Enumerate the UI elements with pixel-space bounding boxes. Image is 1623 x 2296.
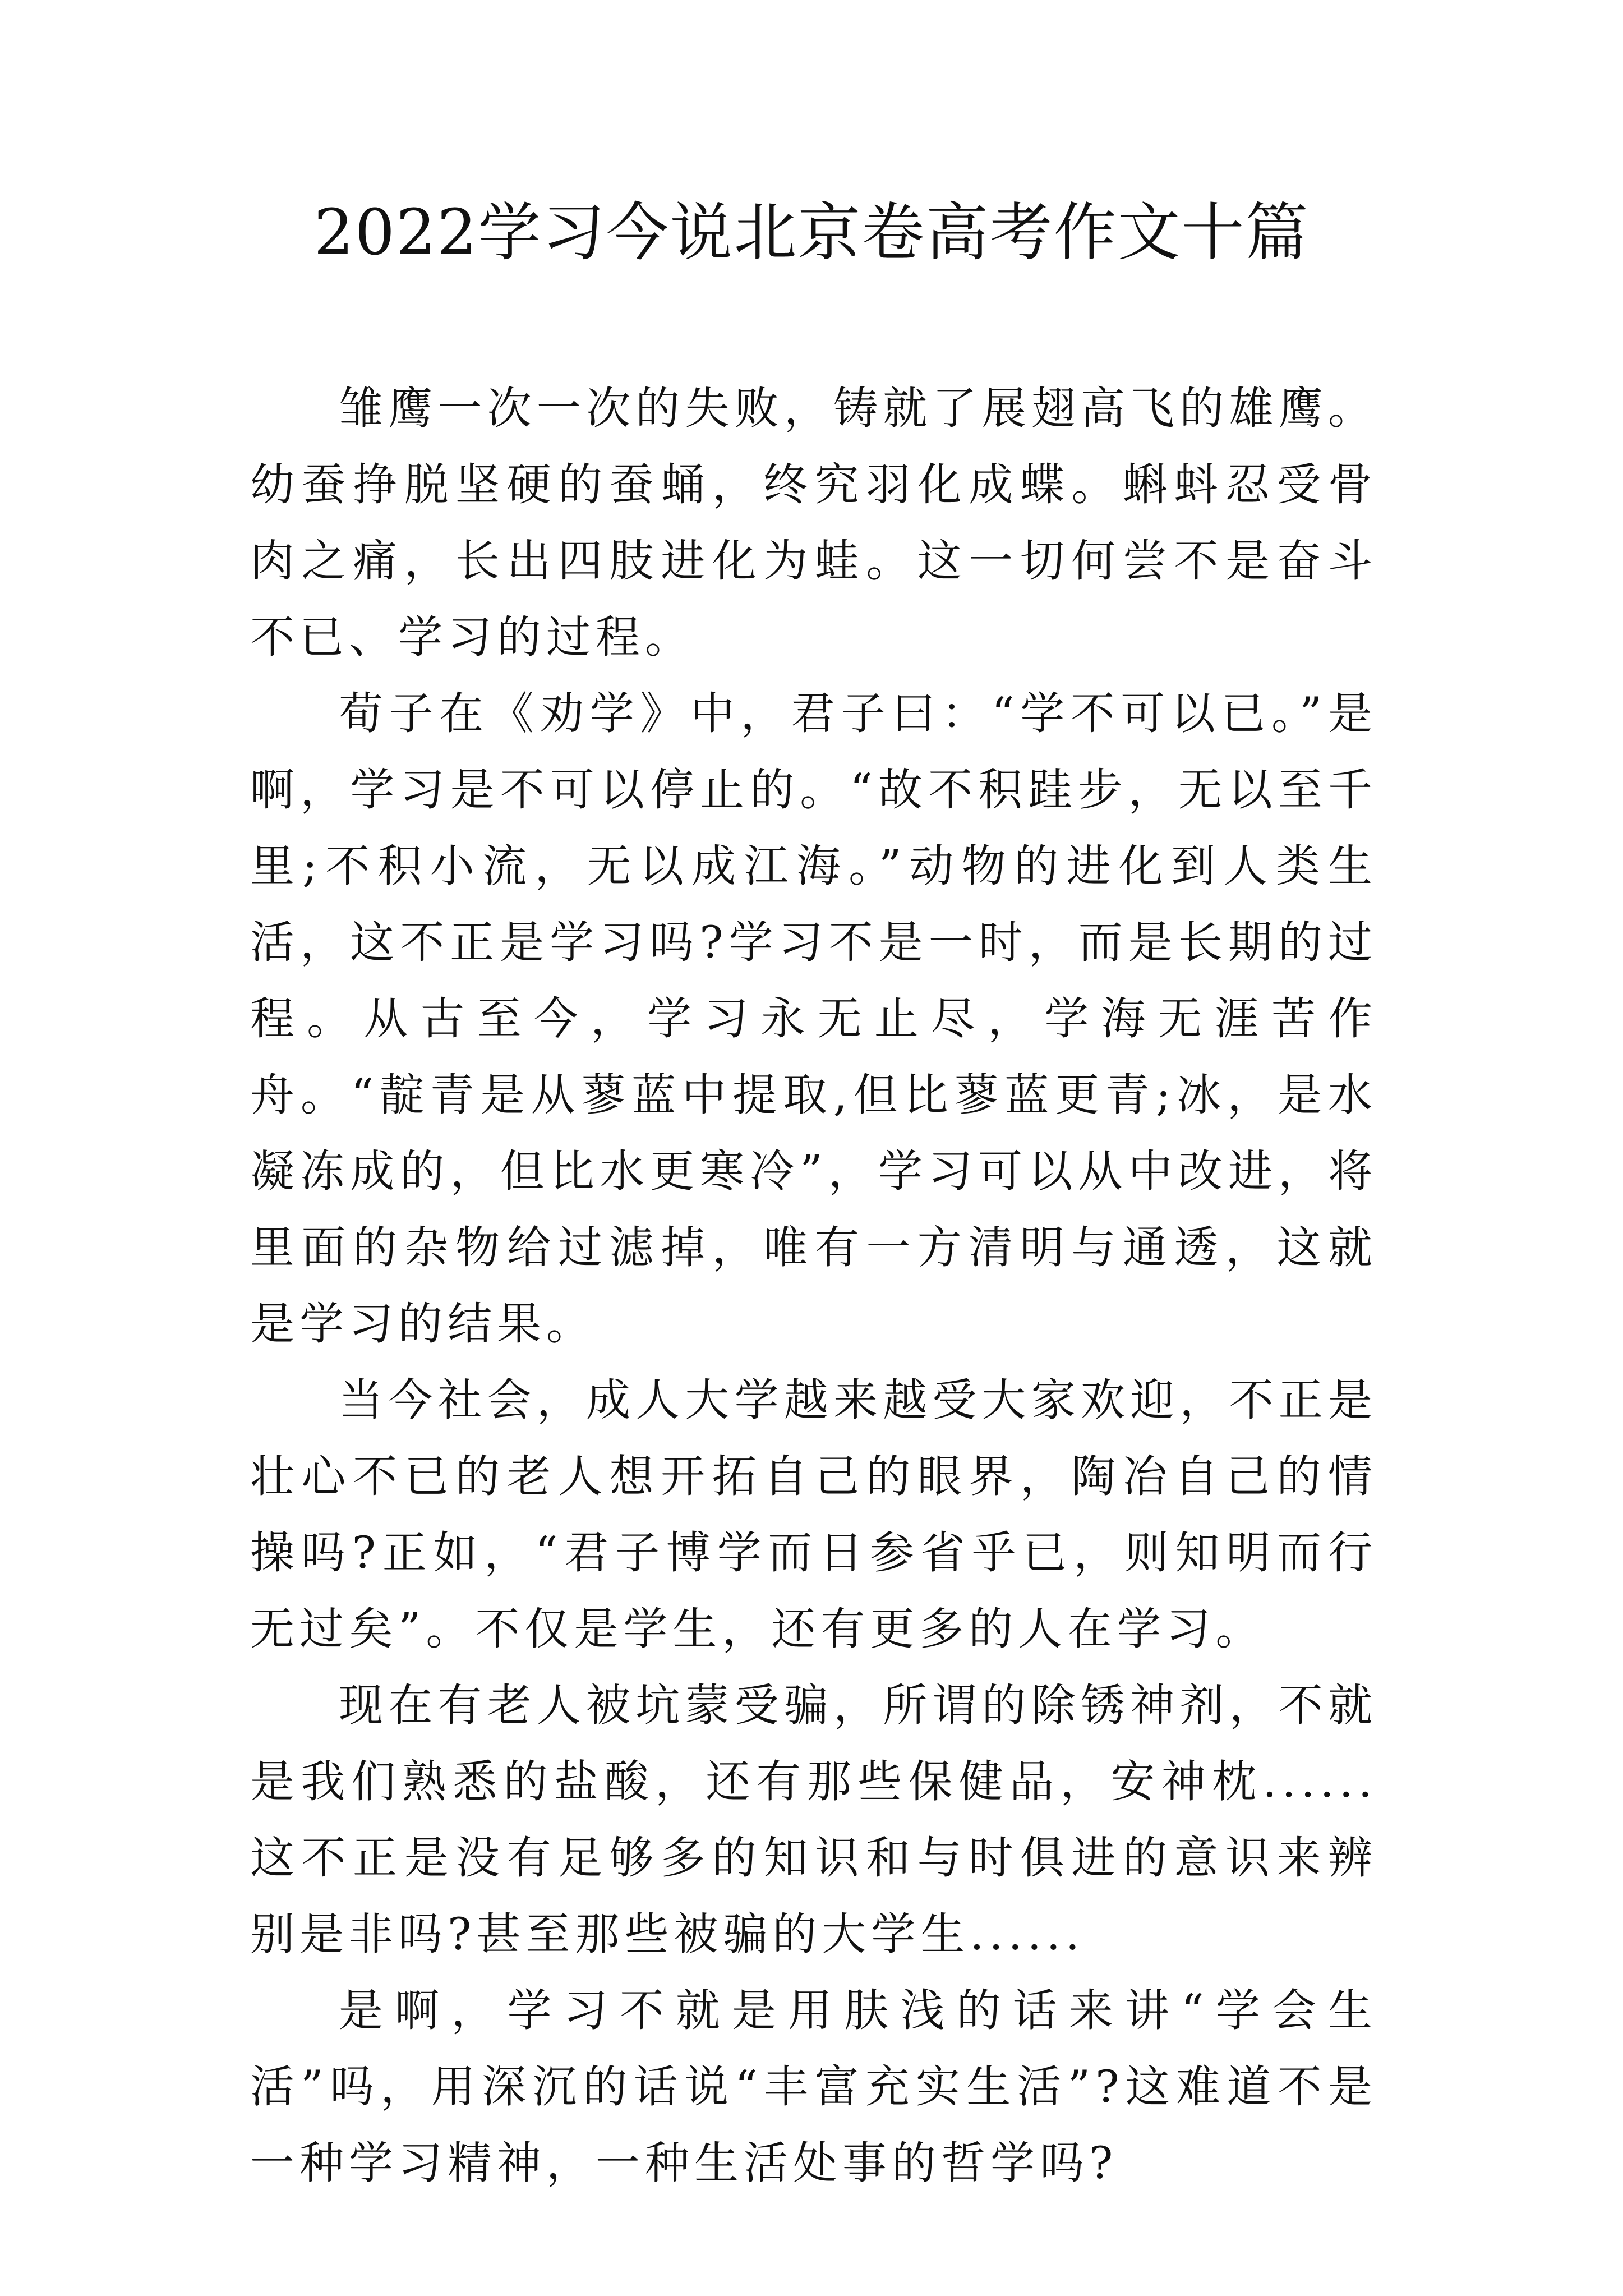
document-body	[250, 370, 1377, 2201]
paragraph-2: 荀子在《劝学》中，君子曰：“学不可以已。”是啊，学习是不可以停止的。“故不积跬步，无以至千里;不积小流，无以成江海。”动物的进化到人类生活，这不正是学习吗?学习不是一时，而是长期的过程。从古至今，学习永无止尽，学海无涯苦作舟。“靛青是从蓼蓝中提取,但比蓼蓝更青;冰，是水凝冻成的，但比水更寒冷”，学习可以从中改进，将里面的杂物给过滤掉，唯有一方清明与通透，这就是学习的结果。	[250, 688, 1377, 1350]
paragraph-4: 现在有老人被坑蒙受骗，所谓的除锈神剂，不就是我们熟悉的盐酸，还有那些保健品，安神枕......这不正是没有足够多的知识和与时俱进的意识来辨别是非吗?甚至那些被骗的大学生......	[250, 1680, 1377, 1960]
paragraph-5: 是啊，学习不就是用肤浅的话来讲“学会生活”吗，用深沉的话说“丰富充实生活”?这难道不是一种学习精神，一种生活处事的哲学吗?	[250, 1985, 1377, 2189]
document-title: 2022学习今说北京卷高考作文十篇	[313, 196, 1310, 269]
paragraph-1: 雏鹰一次一次的失败，铸就了展翅高飞的雄鹰。幼蚕挣脱坚硬的蚕蛹，终究羽化成蝶。蝌蚪忍受骨肉之痛，长出四肢进化为蛙。这一切何尝不是奋斗不已、学习的过程。	[250, 383, 1377, 663]
paragraph-3: 当今社会，成人大学越来越受大家欢迎，不正是壮心不已的老人想开拓自己的眼界，陶冶自己的情操吗?正如，“君子博学而日参省乎已，则知明而行无过矣”。不仅是学生，还有更多的人在学习。	[250, 1374, 1377, 1655]
